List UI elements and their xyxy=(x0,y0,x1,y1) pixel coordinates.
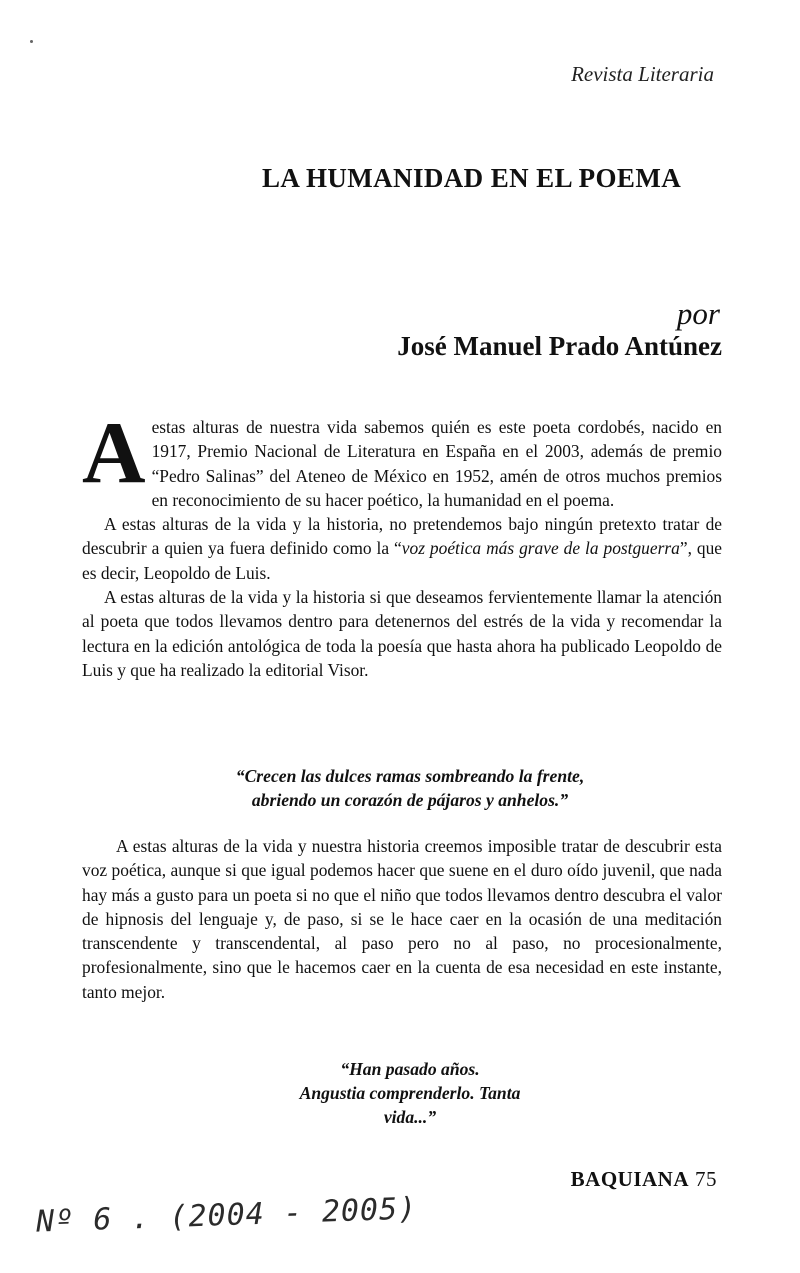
poem-quote-1 xyxy=(140,764,680,812)
quote-1-line-2: abriendo un corazón de pájaros y anhelos.” xyxy=(251,790,569,810)
paragraph-3: A estas alturas de la vida y la historia si que deseamos fervientemente llamar la atención al poeta que todos llevamos dentro para detenernos del estrés de la vida y recomendar la lectura en la edición antológica de toda la poesía que hasta ahora ha publicado Leopoldo de Luis y que ha realizado la editorial Visor. xyxy=(82,587,722,680)
paragraph-4: A estas alturas de la vida y nuestra historia creemos imposible tratar de descubrir esta voz poética, aunque si que igual podemos hacer que suene en el duro oído juvenil, que nada hay más a gusto para un poeta si no que el niño que todos llevamos dentro descubra el valor de hipnosis del lenguaje y, de paso, si se le hace caer en la ocasión de una meditación transcendente y transcendental, al paso pero no al paso, no procesionalmente, profesionalmente, sino que le hacemos caer en la cuenta de esa necesidad en este instante, tanto mejor. xyxy=(82,836,722,1002)
journal-header: Revista Literaria xyxy=(571,62,714,86)
byline-por: por xyxy=(676,296,720,331)
quote-2-line-3: vida...” xyxy=(383,1107,437,1127)
article-title: LA HUMANIDAD EN EL POEMA xyxy=(262,163,682,193)
page-footer xyxy=(571,1167,717,1192)
scan-speck xyxy=(30,40,33,43)
handwritten-note: Nº 6 . (2004 - 2005) xyxy=(35,1191,418,1240)
quote-1-line-1: “Crecen las dulces ramas sombreando la frente, xyxy=(235,766,585,786)
page-number: 75 xyxy=(695,1167,717,1191)
paragraph-2-italic: voz poética más grave de la postguerra xyxy=(401,538,680,559)
paragraph-1 xyxy=(82,405,722,512)
body-block-2 xyxy=(82,834,722,1004)
byline-author: José Manuel Prado Antúnez xyxy=(397,331,722,361)
poem-quote-2 xyxy=(200,1057,620,1129)
paragraph-1-text: estas alturas de nuestra vida sabemos quién es este poeta cordobés, nacido en 1917, Premio Nacional de Literatura en España en el 2003, además de premio “Pedro Salinas” del Ateneo de México en 1952, amén de otros muchos premios en reconocimiento de su hacer poético, la humanidad en el poema. xyxy=(151,417,722,510)
magazine-name: BAQUIANA xyxy=(570,1167,689,1191)
body-block-1 xyxy=(82,405,722,682)
quote-2-line-1: “Han pasado años. xyxy=(340,1059,480,1079)
paragraph-2-text-a: A estas alturas de la vida y la historia, no pretendemos bajo ningún pretexto tratar de descubrir a quien ya fuera definido como la “ xyxy=(82,514,722,559)
quote-2-line-2: Angustia comprenderlo. Tanta xyxy=(299,1083,521,1103)
drop-cap: A xyxy=(82,405,146,502)
paragraph-2-text-b: ”, que es decir, Leopoldo de Luis. xyxy=(82,538,722,583)
paragraph-2 xyxy=(82,512,722,585)
